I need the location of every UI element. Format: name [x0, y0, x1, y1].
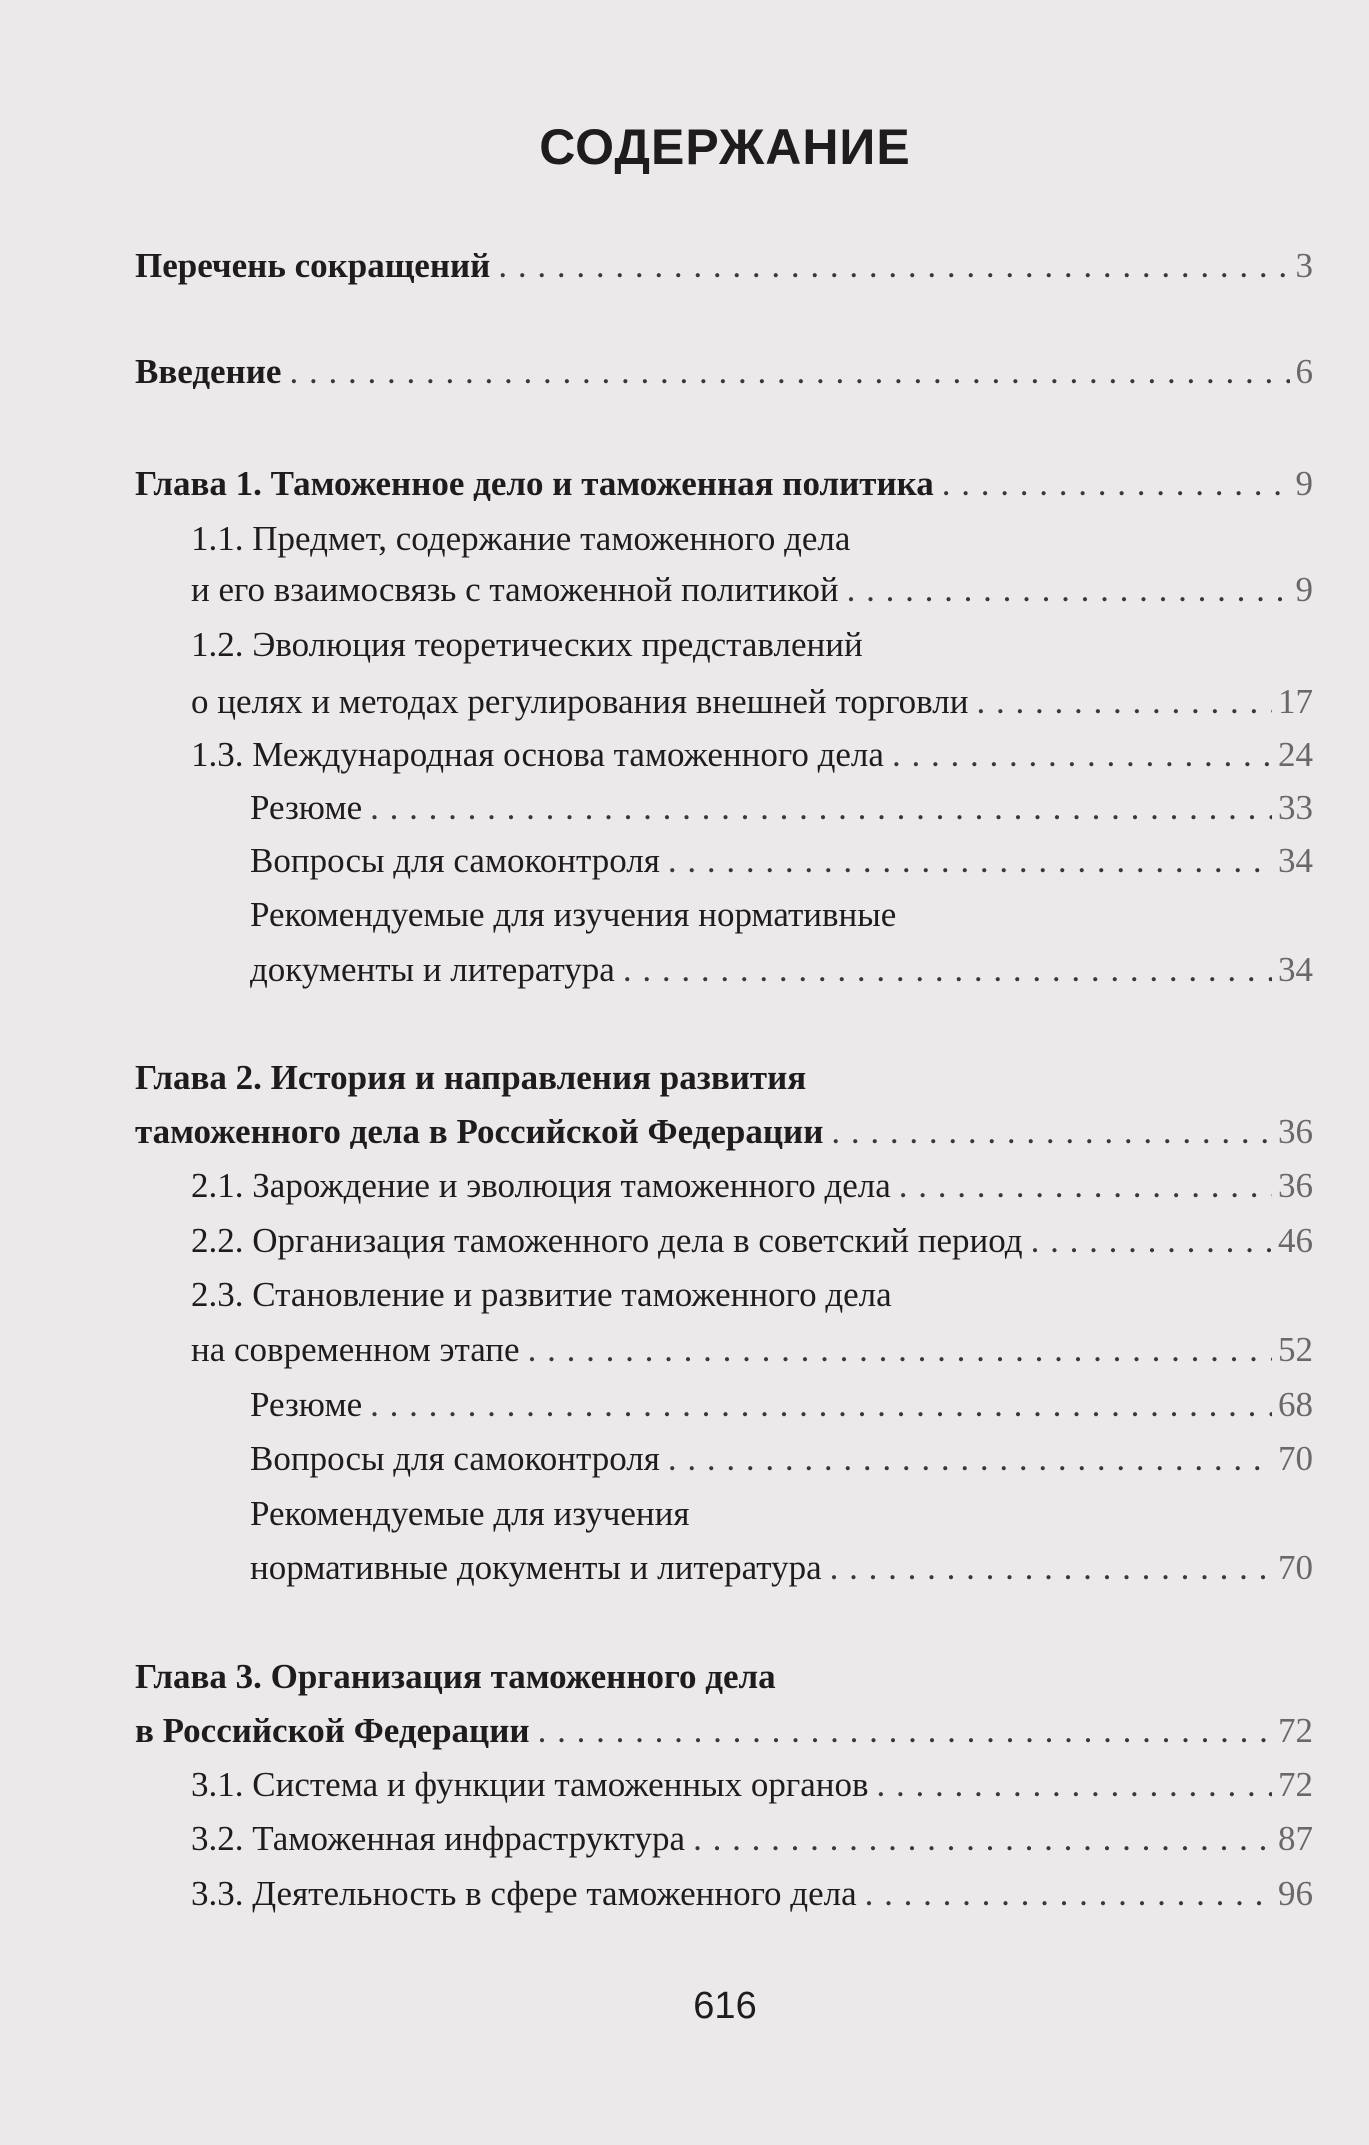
toc-entry-3-2[interactable] [191, 1817, 1313, 1861]
toc-entry-text: таможенного дела в Российской Федерации [135, 1112, 824, 1151]
toc-page-number: 24 [1278, 735, 1313, 774]
toc-entry-text: Глава 1. Таможенное дело и таможенная политика [135, 464, 934, 503]
dot-leader [830, 1546, 1272, 1590]
dot-leader [847, 568, 1290, 612]
toc-page-number: 68 [1278, 1385, 1313, 1424]
toc-entry-introduction[interactable] [135, 350, 1313, 394]
toc-entry-chapter-3[interactable] [135, 1709, 1313, 1753]
toc-entry-1-2-line-1[interactable]: 1.2. Эволюция теоретических представлений [191, 625, 863, 664]
toc-entry-2-2[interactable] [191, 1219, 1313, 1263]
toc-page-number: 3 [1295, 246, 1313, 285]
toc-entry-text: Вопросы для самоконтроля [250, 841, 660, 880]
dot-leader [831, 1110, 1272, 1154]
toc-page-number: 17 [1278, 682, 1313, 721]
toc-entry-literature-2-line-1[interactable]: Рекомендуемые для изучения [250, 1494, 690, 1533]
toc-entry-1-3[interactable] [191, 733, 1313, 777]
toc-page-number: 33 [1278, 788, 1313, 827]
page-number: 616 [693, 1985, 757, 2027]
toc-entry-text: Введение [135, 352, 282, 391]
toc-entry-text: Резюме [250, 1385, 363, 1424]
dot-leader [899, 1164, 1272, 1208]
toc-entry-3-3[interactable] [191, 1872, 1313, 1916]
toc-page-number: 52 [1278, 1330, 1313, 1369]
toc-entry-1-2[interactable] [191, 680, 1313, 724]
toc-entry-2-3-line-1[interactable]: 2.3. Становление и развитие таможенного дела [191, 1275, 892, 1314]
toc-entry-chapter-2[interactable] [135, 1110, 1313, 1154]
toc-entry-summary-2[interactable] [250, 1383, 1313, 1427]
dot-leader [892, 733, 1272, 777]
toc-entry-literature-1-line-1[interactable]: Рекомендуемые для изучения нормативные [250, 895, 897, 934]
toc-entry-text: и его взаимосвязь с таможенной политикой [191, 570, 839, 609]
toc-entry-3-1[interactable] [191, 1763, 1313, 1807]
dot-leader [370, 1383, 1272, 1427]
dot-leader [668, 1437, 1272, 1481]
dot-leader [289, 350, 1289, 394]
toc-entry-text: Резюме [250, 788, 363, 827]
toc-page-number: 9 [1295, 570, 1313, 609]
toc-entry-1-1[interactable] [191, 568, 1313, 612]
toc-entry-text: о целях и методах регулирования внешней торговли [191, 682, 969, 721]
dot-leader [668, 839, 1272, 883]
toc-page-number: 72 [1278, 1765, 1313, 1804]
toc-entry-chapter-3-line-1[interactable]: Глава 3. Организация таможенного дела [135, 1657, 776, 1696]
dot-leader [528, 1328, 1272, 1372]
dot-leader [942, 462, 1290, 506]
dot-leader [865, 1872, 1272, 1916]
toc-entry-text: 2.1. Зарождение и эволюция таможенного дела [191, 1166, 891, 1205]
dot-leader [538, 1709, 1272, 1753]
toc-entry-literature-1[interactable] [250, 948, 1313, 992]
toc-entry-2-1[interactable] [191, 1164, 1313, 1208]
toc-page-number: 36 [1278, 1166, 1313, 1205]
toc-page-number: 96 [1278, 1874, 1313, 1913]
toc-page-number: 87 [1278, 1819, 1313, 1858]
toc-entry-text: 3.3. Деятельность в сфере таможенного дела [191, 1874, 857, 1913]
toc-page-number: 72 [1278, 1711, 1313, 1750]
toc-entry-2-3[interactable] [191, 1328, 1313, 1372]
toc-entry-chapter-2-line-1[interactable]: Глава 2. История и направления развития [135, 1058, 807, 1097]
toc-page-number: 34 [1278, 841, 1313, 880]
toc-entry-text: 2.2. Организация таможенного дела в советский период [191, 1221, 1023, 1260]
dot-leader [1031, 1219, 1272, 1263]
toc-entry-literature-2[interactable] [250, 1546, 1313, 1590]
toc-entry-questions-2[interactable] [250, 1437, 1313, 1481]
toc-entry-questions-1[interactable] [250, 839, 1313, 883]
toc-page-number: 6 [1295, 352, 1313, 391]
dot-leader [498, 244, 1289, 288]
toc-entry-text: документы и литература [250, 950, 615, 989]
dot-leader [976, 680, 1272, 724]
toc-page-number: 46 [1278, 1221, 1313, 1260]
dot-leader [623, 948, 1272, 992]
toc-entry-text: на современном этапе [191, 1330, 520, 1369]
toc-entry-text: Перечень сокращений [135, 246, 491, 285]
dot-leader [370, 786, 1272, 830]
dot-leader [877, 1763, 1272, 1807]
toc-entry-abbreviations[interactable] [135, 244, 1313, 288]
toc-page-number: 9 [1295, 464, 1313, 503]
toc-entry-text: 3.1. Система и функции таможенных органов [191, 1765, 869, 1804]
toc-entry-text: Вопросы для самоконтроля [250, 1439, 660, 1478]
toc-entry-text: 1.3. Международная основа таможенного дела [191, 735, 884, 774]
toc-entry-text: нормативные документы и литература [250, 1548, 822, 1587]
toc-entry-text: 3.2. Таможенная инфраструктура [191, 1819, 686, 1858]
toc-page-number: 34 [1278, 950, 1313, 989]
toc-page-number: 70 [1278, 1548, 1313, 1587]
toc-entry-summary-1[interactable] [250, 786, 1313, 830]
toc-entry-text: в Российской Федерации [135, 1711, 530, 1750]
toc-entry-1-1-line-1[interactable]: 1.1. Предмет, содержание таможенного дела [191, 519, 851, 558]
toc-entry-chapter-1[interactable] [135, 462, 1313, 506]
dot-leader [693, 1817, 1272, 1861]
page-title: СОДЕРЖАНИЕ [539, 119, 911, 175]
toc-page-number: 70 [1278, 1439, 1313, 1478]
toc-page-number: 36 [1278, 1112, 1313, 1151]
